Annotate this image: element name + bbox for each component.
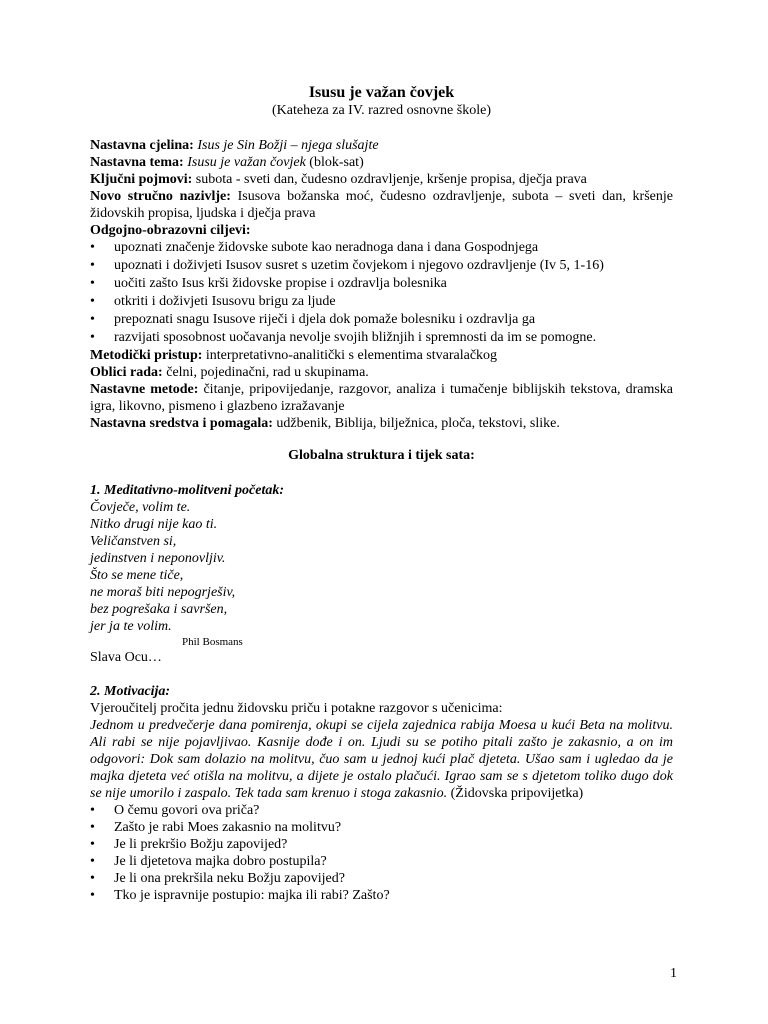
structure-heading: Globalna struktura i tijek sata: — [288, 448, 475, 463]
poem-line: Veličanstven si, — [90, 534, 177, 549]
page-number: 1 — [670, 966, 677, 981]
list-item: • prepoznati snagu Isusove riječi i djela dok pomaže bolesniku i ozdravlja ga — [90, 312, 536, 327]
list-item: • Tko je ispravnije postupio: majka ili rabi? Zašto? — [90, 888, 390, 903]
poem-author: Phil Bosmans — [182, 636, 243, 648]
list-item: • Je li djetetova majka dobro postupila? — [90, 854, 327, 869]
meta-tema-suffix: (blok-sat) — [305, 155, 364, 170]
bullet-icon: • — [90, 294, 95, 309]
bullet-icon: • — [90, 854, 95, 869]
meta-cjelina — [90, 137, 673, 154]
meta-cjelina-label: Nastavna cjelina: — [90, 138, 194, 153]
bullet-icon: • — [90, 888, 95, 903]
document-page — [90, 80, 673, 904]
meta-oblici — [90, 364, 673, 381]
meta-pristup-label: Metodički pristup: — [90, 348, 203, 363]
section2-heading: 2. Motivacija: — [90, 684, 171, 699]
meta-nazivlje-value: Isusova božanska moć, čudesno ozdravljenje, subota – sveti dan, kršenje židovskih propisa, ljudska i dječja prava — [90, 189, 673, 221]
list-item: • Zašto je rabi Moes zakasnio na molitvu? — [90, 820, 342, 835]
bullet-icon: • — [90, 240, 95, 255]
poem-line: bez pogrešaka i savršen, — [90, 602, 228, 617]
poem-line: jer ja te volim. — [90, 619, 172, 634]
list-item: • Je li prekršio Božju zapovijed? — [90, 837, 288, 852]
meta-ciljevi-label: Odgojno-obrazovni ciljevi: — [90, 223, 251, 238]
list-item: • upoznati značenje židovske subote kao neradnoga dana i dana Gospodnjega — [90, 240, 539, 255]
document-subtitle: (Kateheza za IV. razred osnovne škole) — [272, 103, 491, 118]
section1-closing: Slava Ocu… — [90, 650, 162, 665]
bullet-icon: • — [90, 330, 95, 345]
bullet-icon: • — [90, 820, 95, 835]
meta-cjelina-value: Isus je Sin Božji – njega slušajte — [197, 138, 379, 153]
poem-line: Što se mene tiče, — [90, 568, 184, 583]
poem-line: ne moraš biti nepogrješiv, — [90, 585, 236, 600]
meta-metode — [90, 381, 673, 415]
spacer — [90, 666, 673, 683]
bullet-icon: • — [90, 837, 95, 852]
poem-line: Čovječe, volim te. — [90, 500, 191, 515]
section1-heading: 1. Meditativno-molitveni početak: — [90, 483, 285, 498]
meta-metode-label: Nastavne metode: — [90, 382, 199, 397]
meta-nazivlje — [90, 188, 673, 222]
meta-ciljevi-heading — [90, 222, 673, 239]
meta-pristup — [90, 347, 673, 364]
meta-nazivlje-label: Novo stručno nazivlje: — [90, 189, 231, 204]
meta-pojmovi — [90, 171, 673, 188]
story-text: Jednom u predvečerje dana pomirenja, okupi se cijela zajednica rabija Moesa u kući Beta na molitvu. Ali rabi se nije pojavljivao. Kasnije dođe i on. Ljudi su se potiho pitali zašto je zakasnio, a on im odgovori: Dok sam dolazio na molitvu, čuo sam u jednoj kući plač djeteta. Ušao sam i ugledao da je majka djeteta već otišla na molitvu, a dijete je ostalo plačući. Igrao sam se s djetetom toliko dugo dok se nije umorilo i zaspalo. Tek tada sam krenuo i stoga zakasnio. — [90, 718, 673, 801]
section2-story — [90, 717, 673, 802]
meta-pojmovi-label: Ključni pojmovi: — [90, 172, 193, 187]
poem-line: Nitko drugi nije kao ti. — [90, 517, 218, 532]
meta-metode-value: čitanje, pripovijedanje, razgovor, analiza i tumačenje biblijskih tekstova, dramska igra, likovno, pismeno i glazbeno izražavanje — [90, 382, 674, 414]
questions-list — [90, 802, 673, 904]
list-item: • otkriti i doživjeti Isusovu brigu za ljude — [90, 294, 336, 309]
list-item: • upoznati i doživjeti Isusov susret s uzetim čovjekom i njegovo ozdravljenje (Iv 5, 1-16) — [90, 258, 604, 273]
meta-sredstva-label: Nastavna sredstva i pomagala: — [90, 416, 273, 431]
list-item: • Je li ona prekršila neku Božju zapovijed? — [90, 871, 345, 886]
meta-oblici-label: Oblici rada: — [90, 365, 163, 380]
section2-intro: Vjeroučitelj pročita jednu židovsku priču i potakne razgovor s učenicima: — [90, 701, 503, 716]
meta-tema — [90, 154, 673, 171]
story-source: (Židovska pripovijetka) — [447, 786, 584, 801]
bullet-icon: • — [90, 803, 95, 818]
bullet-icon: • — [90, 312, 95, 327]
list-item: • uočiti zašto Isus krši židovske propise i ozdravlja bolesnika — [90, 276, 447, 291]
meta-sredstva-value: udžbenik, Biblija, bilježnica, ploča, tekstovi, slike. — [272, 416, 560, 431]
meta-sredstva — [90, 415, 673, 432]
bullet-icon: • — [90, 871, 95, 886]
meta-pojmovi-value: subota - sveti dan, čudesno ozdravljenje, kršenje propisa, dječja prava — [192, 172, 587, 187]
meta-pristup-value: interpretativno-analitički s elementima stvaralačkog — [202, 348, 498, 363]
meta-tema-label: Nastavna tema: — [90, 155, 184, 170]
ciljevi-list — [90, 239, 673, 346]
document-title: Isusu je važan čovjek — [308, 84, 455, 101]
list-item: • O čemu govori ova priča? — [90, 803, 260, 818]
meta-tema-value: Isusu je važan čovjek — [187, 155, 306, 170]
bullet-icon: • — [90, 258, 95, 273]
bullet-icon: • — [90, 276, 95, 291]
poem — [90, 499, 673, 635]
list-item: • razvijati sposobnost uočavanja nevolje svojih bližnjih i spremnosti da im se pomogne. — [90, 330, 597, 345]
poem-line: jedinstven i neponovljiv. — [90, 551, 226, 566]
meta-oblici-value: čelni, pojedinačni, rad u skupinama. — [162, 365, 369, 380]
